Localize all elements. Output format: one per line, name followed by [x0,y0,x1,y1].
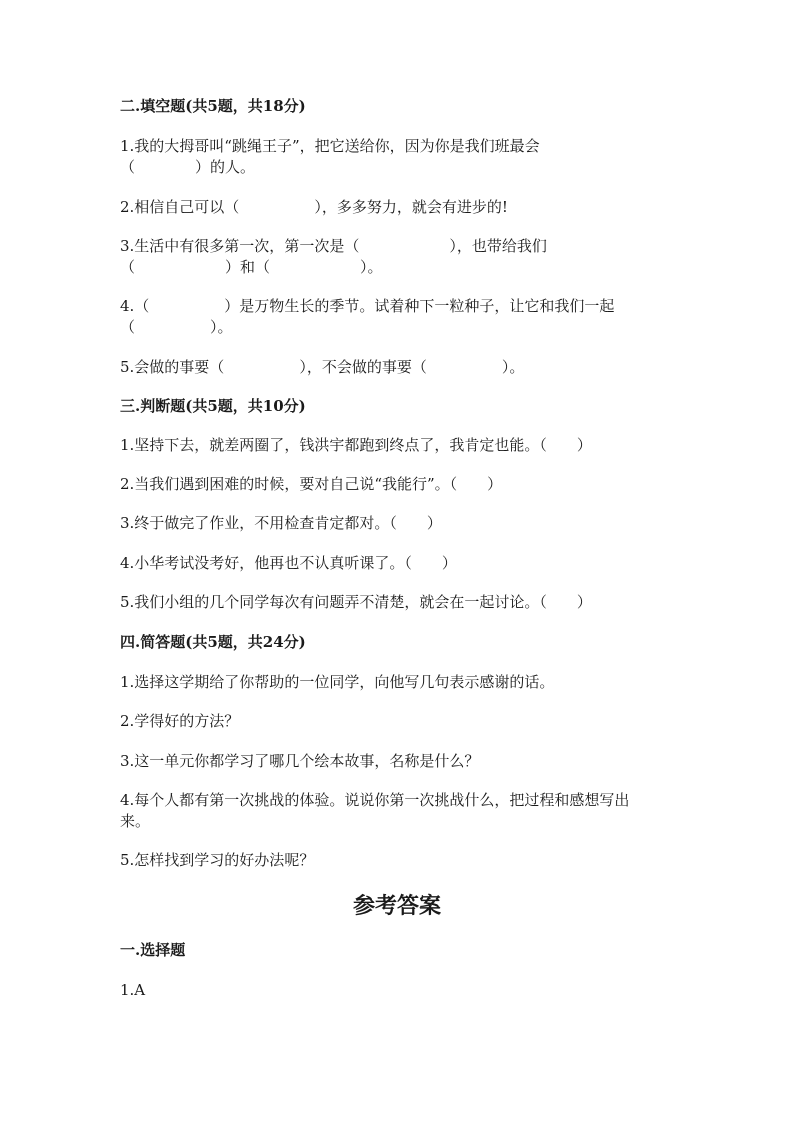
short-question-2: 2.学得好的方法？ [120,712,240,730]
judge-question-3: 3.终于做完了作业，不用检查肯定都对。（ ） [120,514,442,532]
fill-question-4-line-1: 4.（ ）是万物生长的季节。试着种下一粒种子，让它和我们一起 [120,297,615,315]
short-section-heading: 四.简答题(共5题，共24分) [120,633,306,651]
judge-question-1: 1.坚持下去，就差两圈了，钱洪宇都跑到终点了，我肯定也能。（ ） [120,436,592,454]
short-question-4-line-2: 来。 [120,812,151,830]
judge-section-heading: 三.判断题(共5题，共10分) [120,397,306,415]
fill-question-4-line-2: （ ）。 [120,318,233,336]
answer-key-title: 参考答案 [352,893,441,919]
short-question-3: 3.这一单元你都学习了哪几个绘本故事，名称是什么？ [120,752,480,770]
answer-section-heading: 一.选择题 [120,941,186,959]
fill-question-1-line-1: 1.我的大拇哥叫“跳绳王子”，把它送给你，因为你是我们班最会 [120,137,540,155]
fill-question-3-line-2: （ ）和（ ）。 [120,258,383,276]
judge-question-5: 5.我们小组的几个同学每次有问题弄不清楚，就会在一起讨论。（ ） [120,593,592,611]
fill-question-5: 5.会做的事要（ ），不会做的事要（ ）。 [120,358,525,376]
judge-question-4: 4.小华考试没考好，他再也不认真听课了。（ ） [120,554,457,572]
short-question-1: 1.选择这学期给了你帮助的一位同学，向他写几句表示感谢的话。 [120,673,555,691]
short-question-5: 5.怎样找到学习的好办法呢？ [120,851,315,869]
fill-question-2: 2.相信自己可以（ ），多多努力，就会有进步的! [120,198,508,216]
fill-question-1-line-2: （ ）的人。 [120,158,256,176]
fill-question-3-line-1: 3.生活中有很多第一次，第一次是（ ），也带给我们 [120,237,547,255]
short-question-4-line-1: 4.每个人都有第一次挑战的体验。说说你第一次挑战什么，把过程和感想写出 [120,791,630,809]
fill-section-heading: 二.填空题(共5题，共18分) [120,97,306,115]
judge-question-2: 2.当我们遇到困难的时候，要对自己说“我能行”。（ ） [120,475,503,493]
answer-item-1: 1.A [120,981,146,999]
